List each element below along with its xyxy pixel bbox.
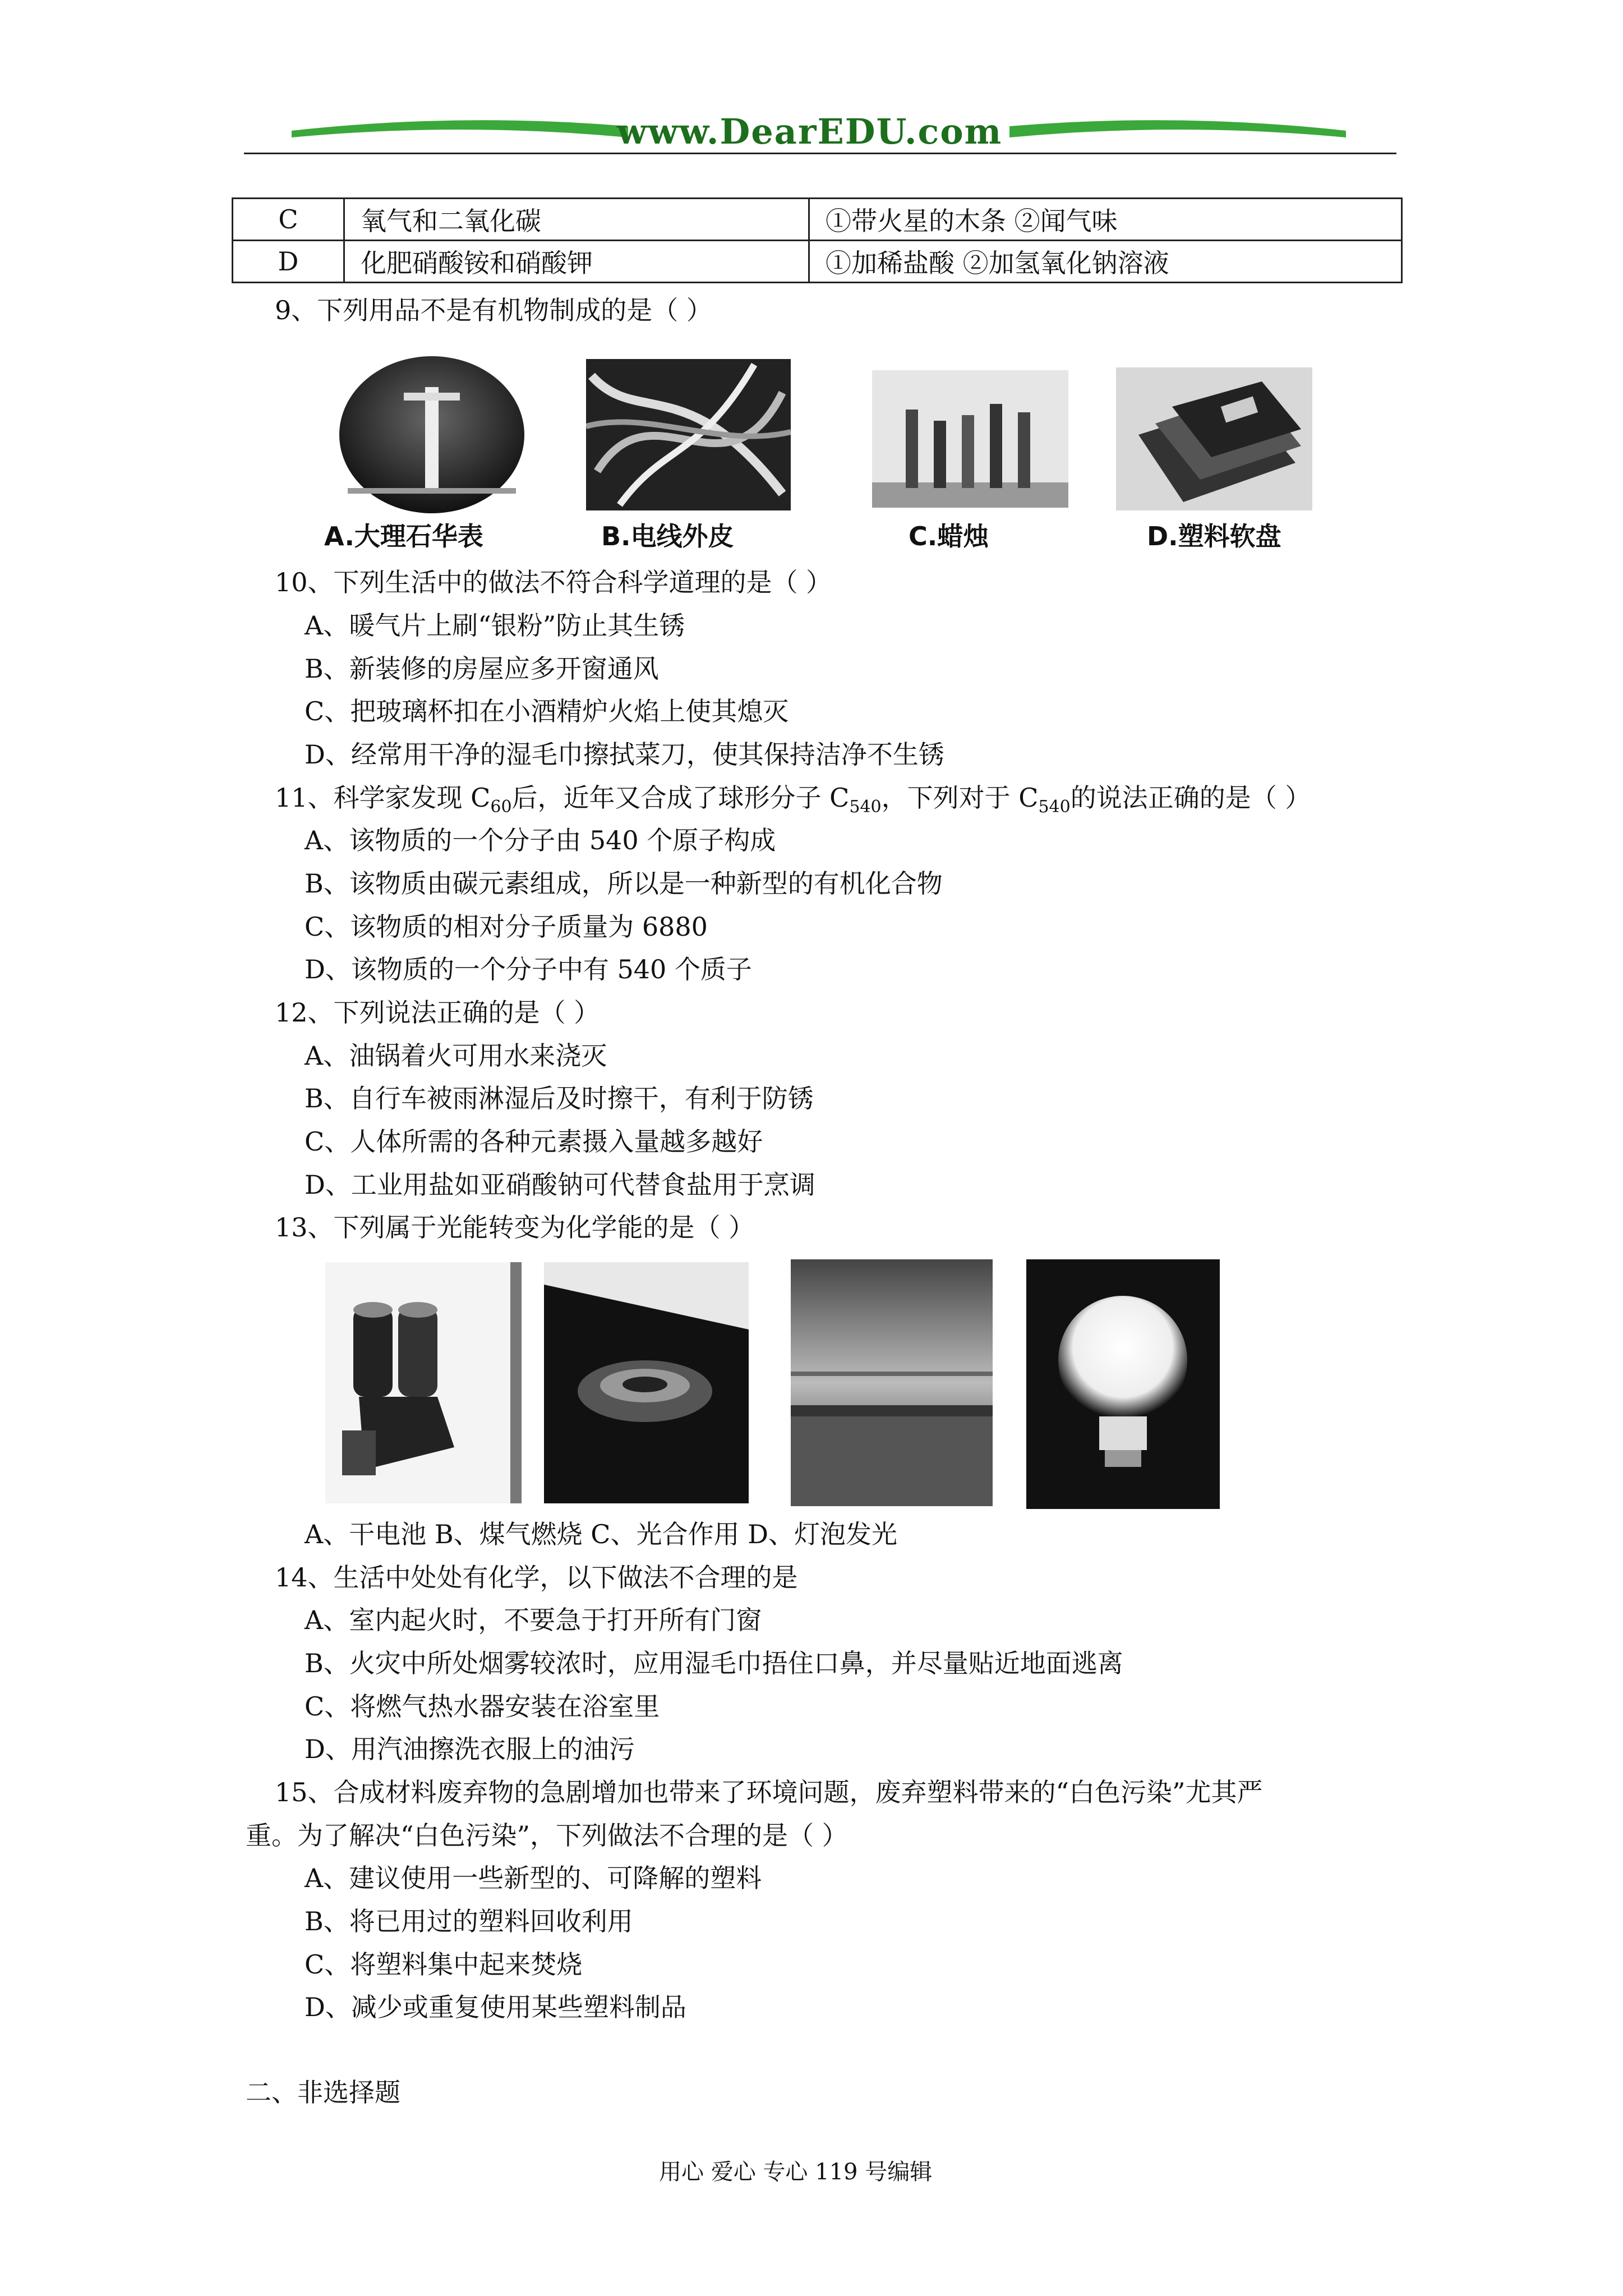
question-11-option-d: D、该物质的一个分子中有 540 个质子 <box>305 954 752 984</box>
header-rule <box>244 153 1396 154</box>
question-10-option-d: D、经常用干净的湿毛巾擦拭菜刀，使其保持洁净不生锈 <box>305 739 944 770</box>
question-14-option-b: B、火灾中所处烟雾较浓时，应用湿毛巾捂住口鼻，并尽量贴近地面逃离 <box>305 1648 1123 1678</box>
table-cell-substances: 化肥硝酸铵和硝酸钾 <box>344 241 809 283</box>
table-cell-substances: 氧气和二氧化碳 <box>344 199 809 241</box>
page-footer: 用心 爱心 专心 119 号编辑 <box>659 2159 933 2185</box>
table-cell-letter: C <box>233 199 344 241</box>
header-logo-text: www.DearEDU.com <box>617 111 1003 152</box>
options-table <box>232 197 1403 283</box>
photosynthesis-field-image <box>791 1259 993 1506</box>
question-11-stem-part: 后，近年又合成了球形分子 C <box>511 783 850 813</box>
light-bulb-image <box>1026 1259 1220 1509</box>
question-11-option-a: A、该物质的一个分子由 540 个原子构成 <box>305 825 776 855</box>
question-15-option-d: D、减少或重复使用某些塑料制品 <box>305 1992 686 2022</box>
option-caption: D.塑料软盘 <box>1147 521 1281 551</box>
section-title: 二、非选择题 <box>246 2077 400 2108</box>
table-cell-letter: D <box>233 241 344 283</box>
question-11-option-c: C、该物质的相对分子质量为 6880 <box>305 912 708 942</box>
question-12-option-b: B、自行车被雨淋湿后及时擦干，有利于防锈 <box>305 1083 814 1114</box>
question-13-stem: 13、下列属于光能转变为化学能的是（ ） <box>275 1212 755 1243</box>
question-15-stem-line-1: 15、合成材料废弃物的急剧增加也带来了环境问题，废弃塑料带来的“白色污染”尤其严 <box>275 1777 1263 1807</box>
gas-burner-image <box>544 1262 749 1503</box>
question-14-stem: 14、生活中处处有化学，以下做法不合理的是 <box>275 1562 798 1593</box>
question-11-stem-part: ，下列对于 C <box>881 783 1039 813</box>
subscript: 60 <box>490 797 512 817</box>
option-caption: A.大理石华表 <box>324 521 483 551</box>
question-15-stem-line-2: 重。为了解决“白色污染”，下列做法不合理的是（ ） <box>246 1820 848 1851</box>
question-11-stem-part: 的说法正确的是（ ） <box>1070 783 1311 813</box>
question-12-stem: 12、下列说法正确的是（ ） <box>275 997 600 1028</box>
question-14-option-d: D、用汽油擦洗衣服上的油污 <box>305 1734 635 1764</box>
table-row <box>233 199 1402 241</box>
question-11-stem <box>275 781 1311 824</box>
candles-image <box>872 370 1068 508</box>
subscript: 540 <box>849 797 882 817</box>
table-row <box>233 241 1402 283</box>
option-caption: B.电线外皮 <box>601 521 734 551</box>
wire-insulation-image <box>586 359 791 510</box>
question-10-stem: 10、下列生活中的做法不符合科学道理的是（ ） <box>275 567 832 597</box>
question-15-option-b: B、将已用过的塑料回收利用 <box>305 1906 633 1936</box>
question-10-option-b: B、新装修的房屋应多开窗通风 <box>305 654 659 684</box>
question-14-option-a: A、室内起火时，不要急于打开所有门窗 <box>305 1605 762 1635</box>
question-15-option-a: A、建议使用一些新型的、可降解的塑料 <box>305 1863 762 1893</box>
question-12-option-a: A、油锅着火可用水来浇灭 <box>305 1041 607 1071</box>
dry-battery-image <box>325 1262 522 1503</box>
question-12-option-c: C、人体所需的各种元素摄入量越多越好 <box>305 1126 763 1157</box>
question-14-option-c: C、将燃气热水器安装在浴室里 <box>305 1691 660 1722</box>
floppy-disks-image <box>1116 367 1312 510</box>
option-caption: C.蜡烛 <box>909 521 989 551</box>
question-15-option-c: C、将塑料集中起来焚烧 <box>305 1949 583 1980</box>
question-11-stem-part: 11、科学家发现 C <box>275 783 491 813</box>
question-9-stem: 9、下列用品不是有机物制成的是（ ） <box>275 295 712 325</box>
question-13-options: A、干电池 B、煤气燃烧 C、光合作用 D、灯泡发光 <box>305 1519 897 1549</box>
subscript: 540 <box>1038 797 1071 817</box>
marble-pillar-image <box>336 353 527 516</box>
table-cell-methods: ①带火星的木条 ②闻气味 <box>809 199 1402 241</box>
question-10-option-c: C、把玻璃杯扣在小酒精炉火焰上使其熄灭 <box>305 696 789 726</box>
question-11-option-b: B、该物质由碳元素组成，所以是一种新型的有机化合物 <box>305 868 943 899</box>
question-12-option-d: D、工业用盐如亚硝酸钠可代替食盐用于烹调 <box>305 1170 815 1200</box>
table-cell-methods: ①加稀盐酸 ②加氢氧化钠溶液 <box>809 241 1402 283</box>
question-10-option-a: A、暖气片上刷“银粉”防止其生锈 <box>305 610 685 641</box>
